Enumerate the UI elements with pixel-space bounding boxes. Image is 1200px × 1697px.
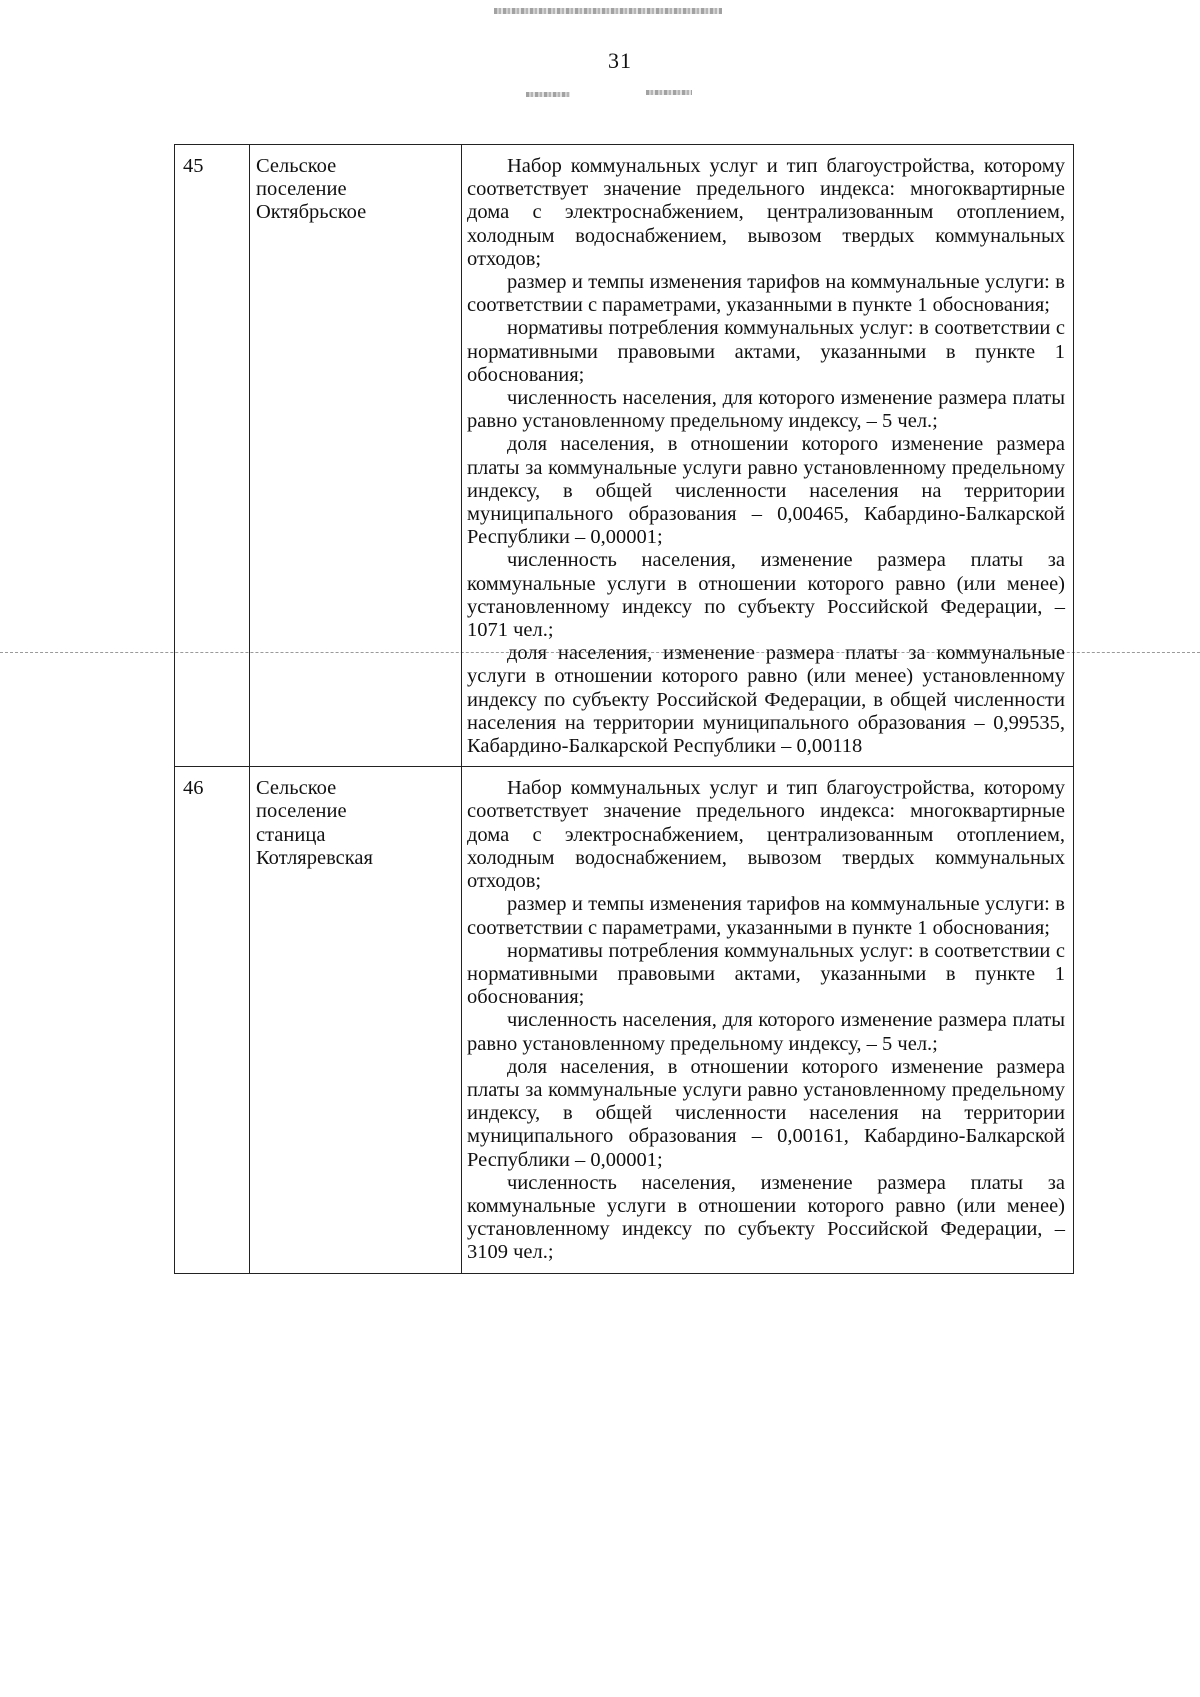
municipality-name [250,767,462,1273]
name-line: Сельское [256,155,337,177]
row-number: 45 [175,145,250,767]
description-paragraph: размер и темпы изменения тарифов на коммунальные услуги: в соответствии с параметрами, указанными в пункте 1 обоснования; [467,271,1065,317]
description-paragraph: доля населения, изменение размера платы за коммунальные услуги в отношении которого равно (или менее) установленному индексу по субъекту Российской Федерации, в общей численности населения на территории муниципального образования – 0,99535, Кабардино-Балкарской Республики – 0,00118 [467,642,1065,758]
name-line: Сельское [256,777,337,800]
description-paragraph: доля населения, в отношении которого изменение размера платы за коммунальные услуги равно установленному предельному индексу, в общей численности населения на территории муниципального образования – 0,00465, Кабардино-Балкарской Республики – 0,00001; [467,433,1065,549]
table-row [175,767,1074,1273]
row-number: 46 [175,767,250,1273]
row-description [462,145,1074,767]
municipality-name [250,145,462,767]
description-paragraph: доля населения, в отношении которого изменение размера платы за коммунальные услуги равно установленному предельному индексу, в общей численности населения на территории муниципального образования – 0,00161, Кабардино-Балкарской Республики – 0,00001; [467,1055,1065,1171]
table-row [175,145,1074,767]
description-paragraph: численность населения, для которого изменение размера платы равно установленному предельному индексу, – 5 чел.; [467,1009,1065,1055]
name-line: станица [256,823,326,846]
row-description [462,767,1074,1273]
description-paragraph: размер и темпы изменения тарифов на коммунальные услуги: в соответствии с параметрами, указанными в пункте 1 обоснования; [467,893,1065,939]
scan-smudge-top [494,8,722,14]
municipality-table [174,144,1074,1274]
description-paragraph: нормативы потребления коммунальных услуг: в соответствии с нормативными правовыми актами, указанными в пункте 1 обоснования; [467,317,1065,386]
name-line: поселение [256,178,347,201]
scan-smudge-right [646,90,692,95]
description-paragraph: Набор коммунальных услуг и тип благоустройства, которому соответствует значение предельного индекса: многоквартирные дома с электроснабжением, централизованным отоплением, холодным водоснабжением, вывозом твердых коммунальных отходов; [467,155,1065,270]
scan-smudge-left [526,92,570,97]
name-line: Октябрьское [256,201,367,224]
name-line: поселение [256,800,347,823]
description-paragraph: численность населения, изменение размера платы за коммунальные услуги в отношении которого равно (или менее) установленному индексу по субъекту Российской Федерации, – 3109 чел.; [467,1171,1065,1264]
description-paragraph: численность населения, для которого изменение размера платы равно установленному предельному индексу, – 5 чел.; [467,387,1065,433]
description-paragraph: численность населения, изменение размера платы за коммунальные услуги в отношении которого равно (или менее) установленному индексу по субъекту Российской Федерации, – 1071 чел.; [467,549,1065,642]
name-line: Котляревская [256,846,373,869]
page-number: 31 [608,48,632,73]
description-paragraph: нормативы потребления коммунальных услуг: в соответствии с нормативными правовыми актами, указанными в пункте 1 обоснования; [467,939,1065,1009]
description-paragraph: Набор коммунальных услуг и тип благоустройства, которому соответствует значение предельного индекса: многоквартирные дома с электроснабжением, централизованным отоплением, холодным водоснабжением, вывозом твердых коммунальных отходов; [467,777,1065,893]
